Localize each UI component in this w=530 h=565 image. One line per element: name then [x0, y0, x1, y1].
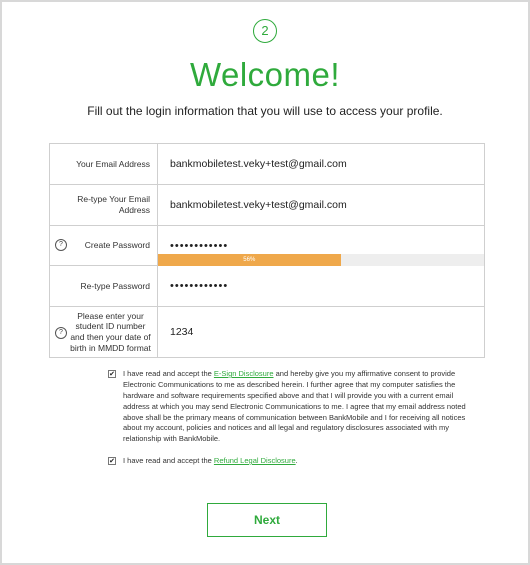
password-confirm-row — [50, 266, 484, 307]
login-form — [49, 143, 485, 358]
email-label: Your Email Address — [50, 144, 158, 184]
refund-consent-text: I have read and accept the Refund Legal Disclosure. — [123, 456, 298, 465]
esign-checkbox[interactable]: ✔ — [109, 371, 115, 378]
student-id-field[interactable]: 1234 — [170, 326, 194, 338]
password-help-icon[interactable]: ? — [55, 239, 67, 251]
password-confirm-cell — [158, 266, 484, 306]
refund-consent — [108, 456, 473, 467]
password-confirm-label: Re-type Password — [50, 266, 158, 306]
page-title: Welcome! — [189, 56, 341, 93]
password-strength-meter — [158, 254, 484, 266]
page-subtitle: Fill out the login information that you will use to access your profile. — [87, 104, 443, 118]
password-label: Create Password — [84, 240, 150, 250]
step-indicator: 2 — [253, 19, 277, 43]
esign-consent — [108, 369, 473, 445]
password-field[interactable]: •••••••••••• — [170, 240, 229, 252]
email-confirm-label: Re-type Your Email Address — [50, 185, 158, 225]
password-label-cell — [50, 226, 158, 265]
email-field[interactable]: bankmobiletest.veky+test@gmail.com — [170, 158, 347, 170]
esign-consent-text: I have read and accept the E-Sign Disclosure and hereby give you my affirmative consent to provide Electronic Communications to me as described herein. I further agree that my computer satisfies the hardware and software requirements specified above and that I will provide you with a current email address at which you may send Electronic Communications to me. I agree that my email address noted above shall be the primary means of communication between BankMobile and I for receiving all notices about my account, policies and notices and all legal and regulatory disclosures associated with my relationship with BankMobile. — [123, 369, 466, 444]
password-strength-fill: 56% — [158, 254, 341, 266]
password-confirm-field[interactable]: •••••••••••• — [170, 280, 229, 292]
next-button[interactable]: Next — [207, 503, 327, 537]
email-confirm-row — [50, 185, 484, 226]
student-id-label: Please enter your student ID number and then your date of birth in MMDD format — [70, 310, 151, 353]
email-row — [50, 144, 484, 185]
email-confirm-field[interactable]: bankmobiletest.veky+test@gmail.com — [170, 199, 347, 211]
student-id-label-cell — [50, 307, 158, 357]
password-row — [50, 226, 484, 266]
student-id-help-icon[interactable]: ? — [55, 327, 67, 339]
password-cell — [158, 226, 484, 265]
esign-disclosure-link[interactable]: E-Sign Disclosure — [213, 369, 274, 378]
student-id-row — [50, 307, 484, 358]
refund-checkbox[interactable]: ✔ — [109, 458, 115, 465]
refund-disclosure-link[interactable]: Refund Legal Disclosure — [213, 456, 296, 465]
